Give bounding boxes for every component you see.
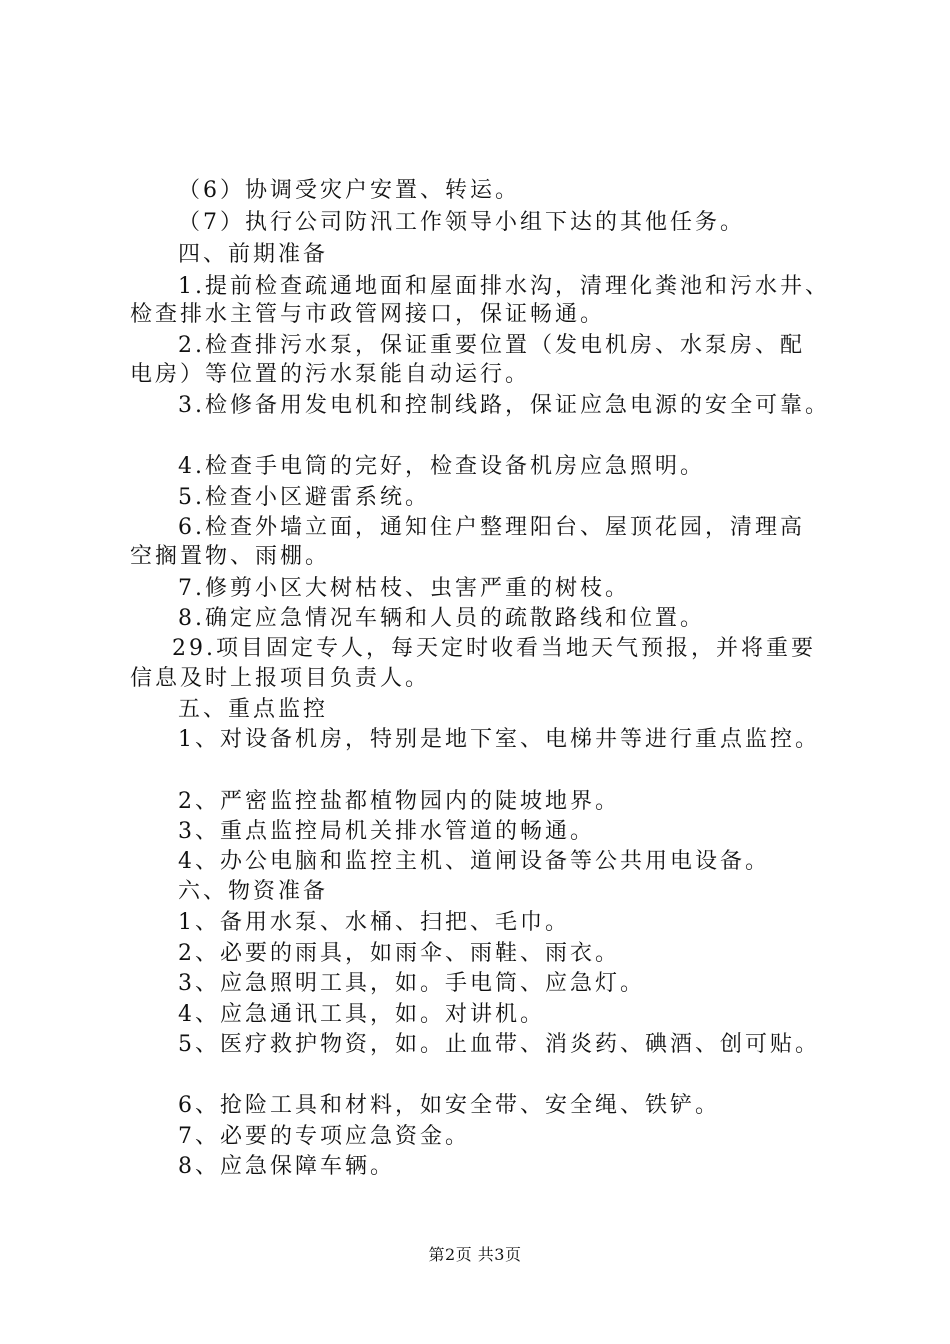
paragraph-line: 检查排水主管与市政管网接口，保证畅通。 — [130, 302, 606, 327]
paragraph-line: 2、严密监控盐都植物园内的陡坡地界。 — [178, 789, 620, 814]
paragraph-line: 3、重点监控局机关排水管道的畅通。 — [178, 819, 595, 844]
section-heading: 四、前期准备 — [178, 242, 329, 267]
paragraph-line: 5.检查小区避雷系统。 — [178, 485, 430, 510]
paragraph-line: （7）执行公司防汛工作领导小组下达的其他任务。 — [178, 210, 745, 235]
paragraph-line: 3.检修备用发电机和控制线路，保证应急电源的安全可靠。 — [178, 393, 830, 418]
paragraph-line: 8、应急保障车辆。 — [178, 1154, 395, 1179]
paragraph-line: 信息及时上报项目负责人。 — [130, 666, 431, 691]
paragraph-line: 6.检查外墙立面，通知住户整理阳台、屋顶花园，清理高 — [178, 515, 805, 540]
paragraph-line: 4.检查手电筒的完好，检查设备机房应急照明。 — [178, 454, 705, 479]
paragraph-line: 1.提前检查疏通地面和屋面排水沟，清理化粪池和污水井、 — [178, 274, 830, 299]
paragraph-line: 2.检查排污水泵，保证重要位置（发电机房、水泵房、配 — [178, 333, 805, 358]
paragraph-line: 5、医疗救护物资，如。止血带、消炎药、碘酒、创可贴。 — [178, 1032, 820, 1057]
paragraph-line: 7、必要的专项应急资金。 — [178, 1124, 470, 1149]
section-heading: 六、物资准备 — [178, 879, 329, 904]
paragraph-line: 6、抢险工具和材料，如安全带、安全绳、铁铲。 — [178, 1093, 720, 1118]
paragraph-line: 29.项目固定专人，每天定时收看当地天气预报，并将重要 — [172, 636, 816, 661]
paragraph-line: 7.修剪小区大树枯枝、虫害严重的树枝。 — [178, 576, 630, 601]
paragraph-line: 8.确定应急情况车辆和人员的疏散路线和位置。 — [178, 606, 705, 631]
paragraph-line: 电房）等位置的污水泵能自动运行。 — [130, 362, 531, 387]
paragraph-line: 3、应急照明工具，如。手电筒、应急灯。 — [178, 971, 645, 996]
page-footer — [0, 1244, 950, 1266]
paragraph-line: 2、必要的雨具，如雨伞、雨鞋、雨衣。 — [178, 941, 620, 966]
paragraph-line: 4、应急通讯工具，如。对讲机。 — [178, 1002, 545, 1027]
paragraph-line: （6）协调受灾户安置、转运。 — [178, 178, 520, 203]
page-number: 第2页 共3页 — [428, 1245, 522, 1264]
paragraph-line: 1、对设备机房，特别是地下室、电梯井等进行重点监控。 — [178, 727, 820, 752]
paragraph-line: 1、备用水泵、水桶、扫把、毛巾。 — [178, 910, 570, 935]
paragraph-line: 空搁置物、雨棚。 — [130, 544, 331, 569]
paragraph-line: 4、办公电脑和监控主机、道闸设备等公共用电设备。 — [178, 849, 770, 874]
section-heading: 五、重点监控 — [178, 697, 329, 722]
